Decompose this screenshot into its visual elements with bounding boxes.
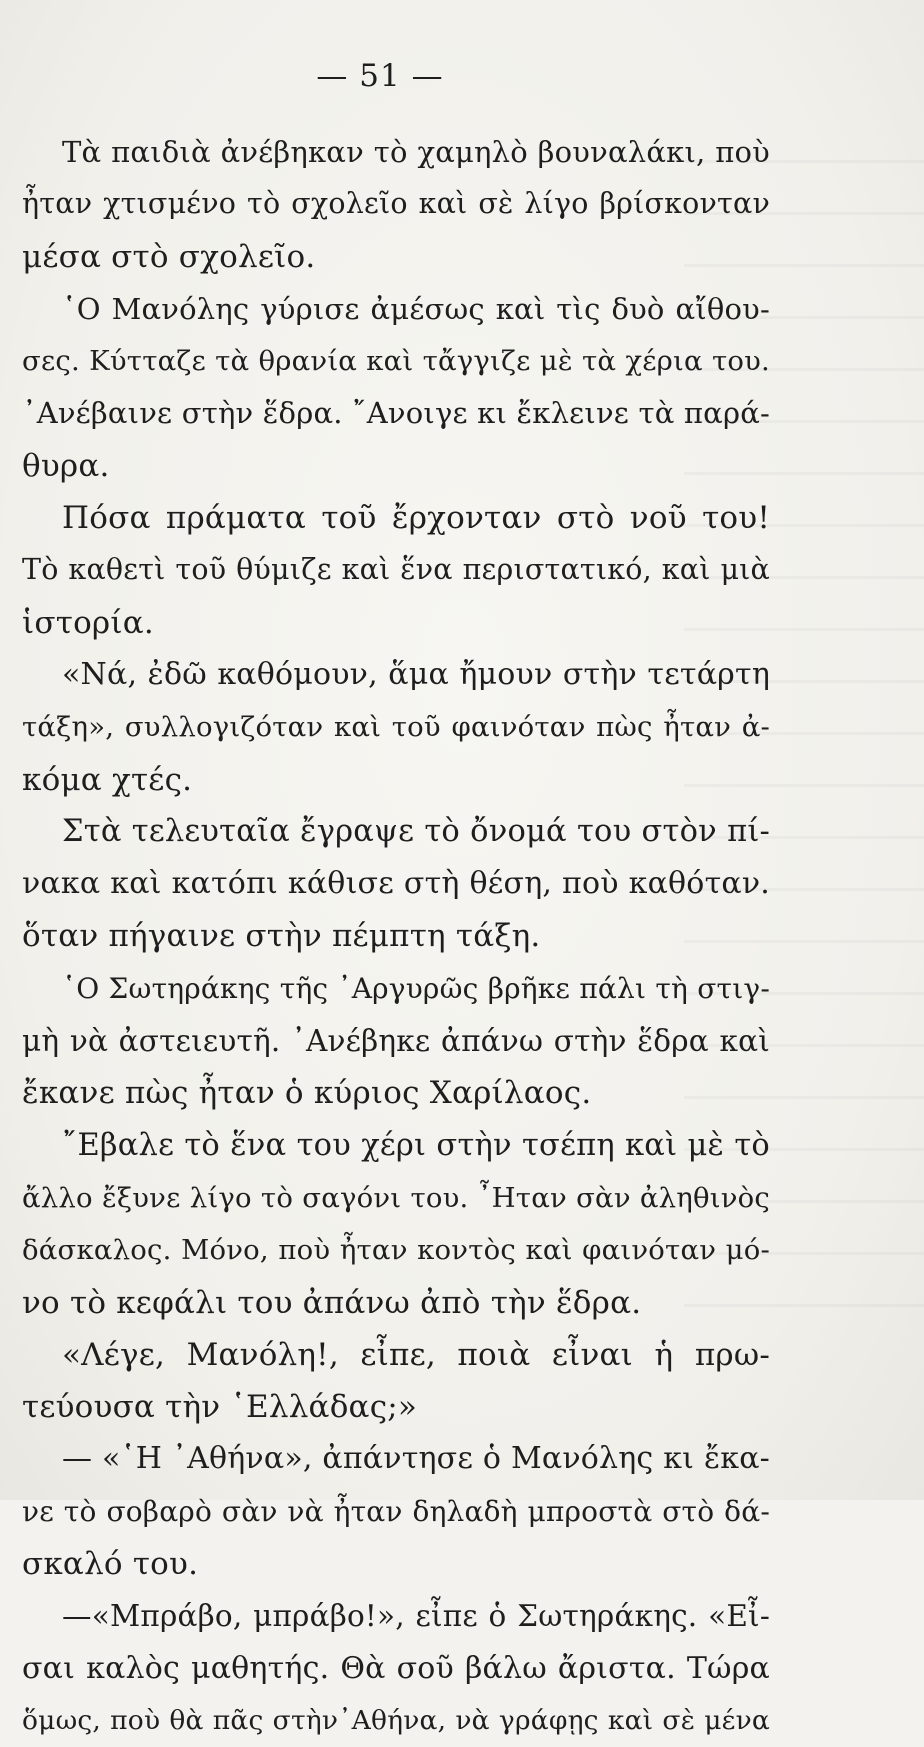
text-line: —«Μπράβο, μπράβο!», εἶπε ὁ Σωτηράκης. «Εἶ- [62,1599,770,1634]
text-line: μὴ νὰ ἀστειευτῆ. ᾿Ανέβηκε ἀπάνω στὴν ἕδρα καὶ [22,1024,770,1059]
text-line: ἄλλο ἔξυνε λίγο τὸ σαγόνι του. ῏Ηταν σὰν ἀληθινὸς [22,1181,770,1214]
text-line: δάσκαλος. Μόνο, ποὺ ἦταν κοντὸς καὶ φαινόταν μό- [22,1234,770,1267]
text-line: κόμα χτές. [22,761,193,798]
text-line: — «῾Η ᾿Αθήνα», ἀπάντησε ὁ Μανόλης κι ἔκα- [62,1441,770,1477]
text-line: ᾿Ανέβαινε στὴν ἕδρα. ῎Ανοιγε κι ἔκλεινε τὰ παρά- [22,396,770,431]
text-line: τάξη», συλλογιζόταν καὶ τοῦ φαινόταν πὼς ἦταν ἀ- [22,711,770,744]
text-line: Πόσα πράματα τοῦ ἔρχονταν στὸ νοῦ του! [62,500,770,537]
text-line: ῾Ο Σωτηράκης τῆς ᾿Αργυρῶς βρῆκε πάλι τὴ στιγ- [62,971,770,1005]
text-line: «Λέγε, Μανόλη!, εἶπε, ποιὰ εἶναι ἡ πρω- [62,1336,770,1373]
page-number: — 51 — [316,58,444,94]
body-text [22,126,770,1747]
text-line: σες. Κύτταζε τὰ θρανία καὶ τἄγγιζε μὲ τὰ χέρια του. [22,345,770,378]
text-line: τεύουσα τὴν ῾Ελλάδας;» [22,1389,418,1426]
text-line: μέσα στὸ σχολεῖο. [22,238,316,275]
text-line: Τὸ καθετὶ τοῦ θύμιζε καὶ ἕνα περιστατικό, καὶ μιὰ [22,553,770,587]
text-line: σαι καλὸς μαθητής. Θὰ σοῦ βάλω ἄριστα. Τώρα [22,1650,770,1686]
text-line: νο τὸ κεφάλι του ἀπάνω ἀπὸ τὴν ἕδρα. [22,1284,642,1321]
text-line: ὅμως, ποὺ θὰ πᾶς στὴν᾿Αθήνα, νὰ γράφῃς καὶ σὲ μένα [22,1704,770,1736]
text-line: θυρα. [22,447,110,484]
text-line: ῎Εβαλε τὸ ἕνα του χέρι στὴν τσέπη καὶ μὲ τὸ [62,1127,770,1163]
text-line: Στὰ τελευταῖα ἔγραψε τὸ ὄνομά του στὸν πί- [62,813,770,849]
text-line: νε τὸ σοβαρὸ σὰν νὰ ἦταν δηλαδὴ μπροστὰ στὸ δά- [22,1494,770,1528]
text-line: ὅταν πήγαινε στὴν πέμπτη τάξη. [22,918,541,955]
text-line: «Νά, ἐδῶ καθόμουν, ἅμα ἤμουν στὴν τετάρτη [62,656,770,692]
text-line: ἔκανε πὼς ἦταν ὁ κύριος Χαρίλαος. [22,1075,592,1112]
text-line: ῾Ο Μανόλης γύρισε ἀμέσως καὶ τὶς δυὸ αἴθου- [62,291,770,326]
text-line: σκαλό του. [22,1546,199,1583]
text-line: ἦταν χτισμένο τὸ σχολεῖο καὶ σὲ λίγο βρίσκονταν [22,187,770,221]
text-line: ἱστορία. [22,604,154,641]
text-line: νακα καὶ κατόπι κάθισε στὴ θέση, ποὺ καθόταν. [22,866,770,902]
text-line: Τὰ παιδιὰ ἀνέβηκαν τὸ χαμηλὸ βουναλάκι, ποὺ [62,135,770,169]
